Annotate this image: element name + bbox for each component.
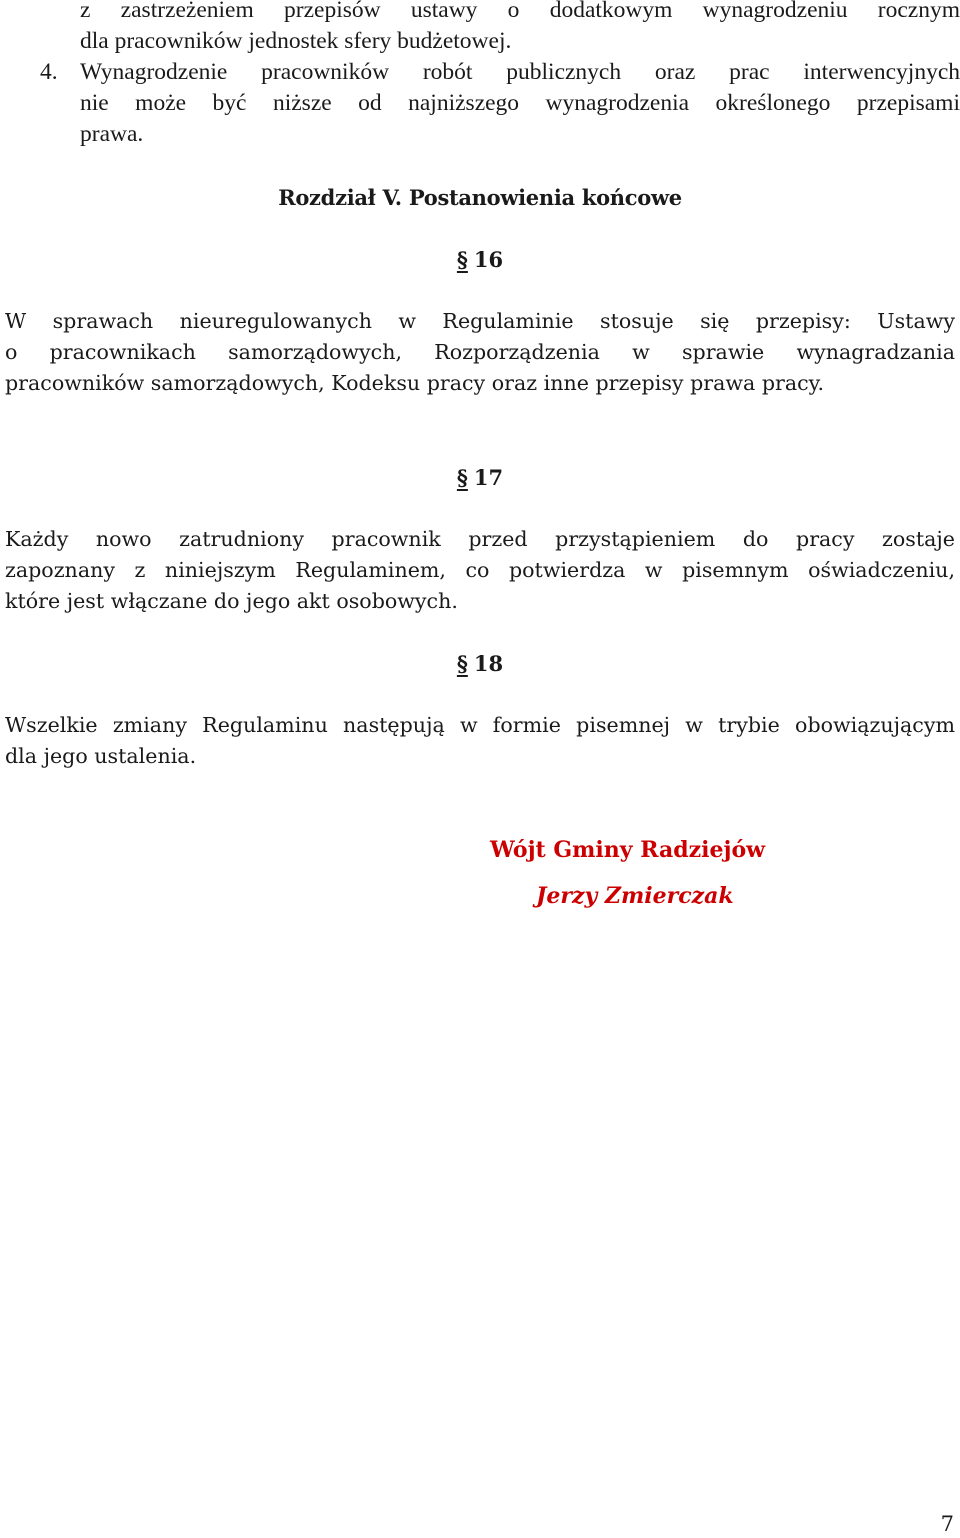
text-line: Wszelkie zmiany Regulaminu następują w formie pisemnej w trybie obowiązującym bbox=[5, 713, 955, 737]
section-number: 18 bbox=[473, 651, 504, 676]
text-line: o pracownikach samorządowych, Rozporządzenia w sprawie wynagradzania bbox=[5, 340, 955, 364]
text-line: Każdy nowo zatrudniony pracownik przed przystąpieniem do pracy zostaje bbox=[5, 527, 955, 551]
section-sign: § bbox=[456, 247, 468, 272]
list-continuation bbox=[80, 0, 960, 57]
signature-title: Wójt Gminy Radziejów bbox=[490, 837, 766, 863]
text-line: nie może być niższe od najniższego wynagrodzenia określonego przepisami bbox=[80, 90, 960, 116]
text-line: prawa. bbox=[80, 121, 144, 147]
text-line: W sprawach nieuregulowanych w Regulaminie stosuje się przepisy: Ustawy bbox=[5, 309, 955, 333]
section-heading-16 bbox=[0, 245, 960, 275]
section-heading-18 bbox=[0, 649, 960, 679]
text-line: z zastrzeżeniem przepisów ustawy o dodatkowym wynagrodzeniu rocznym bbox=[80, 0, 960, 23]
text-line: zapoznany z niniejszym Regulaminem, co potwierdza w pisemnym oświadczeniu, bbox=[5, 558, 955, 582]
list-item-4 bbox=[40, 57, 960, 150]
text-line: Wynagrodzenie pracowników robót publicznych oraz prac interwencyjnych bbox=[80, 59, 960, 85]
text-line: dla pracowników jednostek sfery budżetowej. bbox=[80, 28, 512, 54]
section-number: 16 bbox=[473, 247, 504, 272]
section-heading-17 bbox=[0, 463, 960, 493]
list-item-number: 4. bbox=[40, 59, 58, 85]
section-sign: § bbox=[456, 651, 468, 676]
section-number: 17 bbox=[473, 465, 504, 490]
chapter-title: Rozdział V. Postanowienia końcowe bbox=[278, 185, 682, 210]
signature-name: Jerzy Zmierczak bbox=[536, 883, 734, 909]
text-line: dla jego ustalenia. bbox=[5, 744, 197, 768]
section-paragraph-17 bbox=[5, 524, 955, 617]
section-paragraph-18 bbox=[5, 710, 955, 772]
text-line: które jest włączane do jego akt osobowych. bbox=[5, 589, 458, 613]
text-line: pracowników samorządowych, Kodeksu pracy oraz inne przepisy prawa pracy. bbox=[5, 371, 825, 395]
page-number: 7 bbox=[940, 1512, 954, 1536]
section-paragraph-16 bbox=[5, 306, 955, 399]
section-sign: § bbox=[456, 465, 468, 490]
